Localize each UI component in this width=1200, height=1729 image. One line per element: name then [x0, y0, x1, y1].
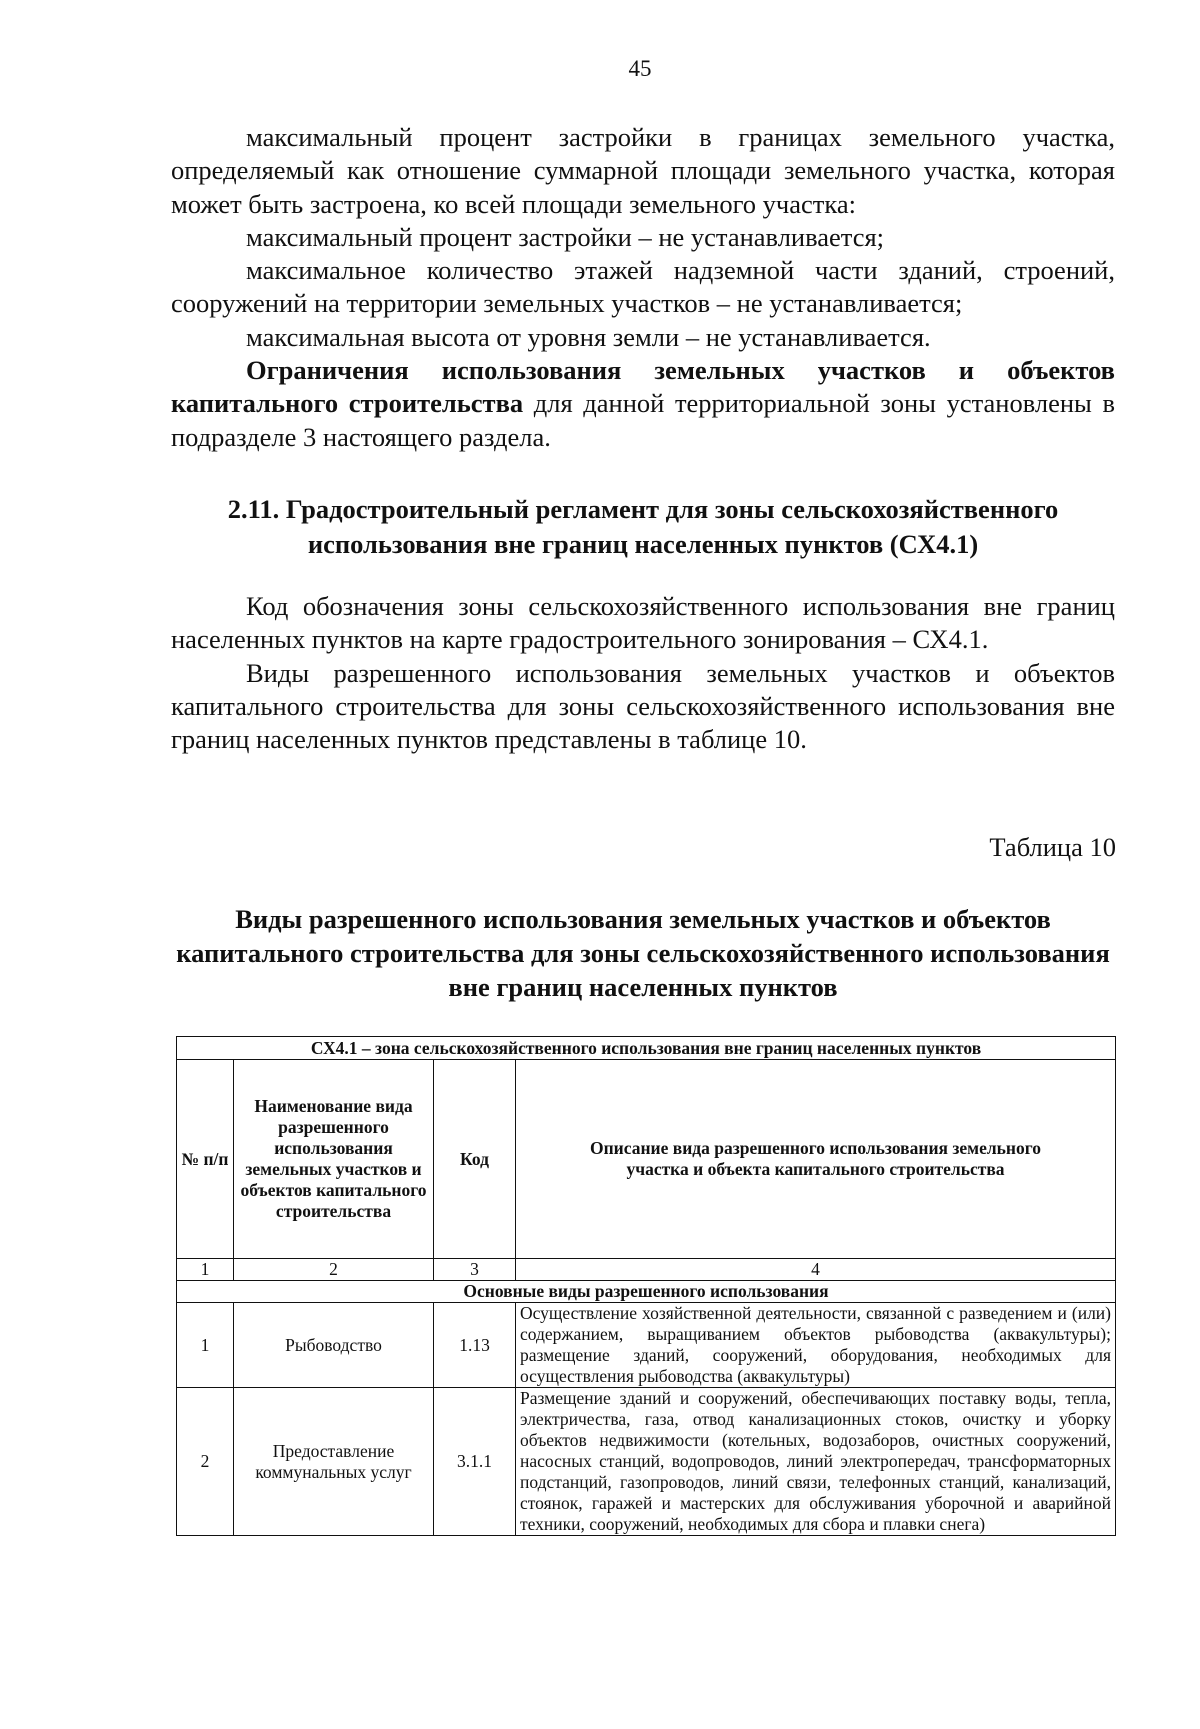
paragraph: Виды разрешенного использования земельных участков и объектов капитального строительства для зоны сельскохозяйственного использования вне границ населенных пунктов представлены в таблице 10. — [171, 657, 1115, 755]
land-use-table — [176, 1036, 1116, 1536]
row-code: 1.13 — [434, 1303, 516, 1388]
table-label: Таблица 10 — [989, 832, 1116, 862]
zone-header-cell: СХ4.1 – зона сельскохозяйственного использования вне границ населенных пунктов — [177, 1037, 1116, 1060]
row-code: 3.1.1 — [434, 1388, 516, 1536]
table-row — [177, 1303, 1116, 1388]
paragraph: Код обозначения зоны сельскохозяйственного использования вне границ населенных пунктов на карте градостроительного зонирования – СХ4.1. — [171, 591, 1115, 655]
column-number-cell: 2 — [234, 1259, 434, 1281]
row-name: Рыбоводство — [234, 1303, 434, 1388]
column-number-cell: 4 — [516, 1259, 1116, 1281]
column-header-name: Наименование вида разрешенного использования земельных участков и объектов капитального строительства — [234, 1060, 434, 1259]
paragraph: максимальный процент застройки в границах земельного участка, определяемый как отношение суммарной площади земельного участка, которая может быть застроена, ко всей площади земельного участка: — [171, 122, 1115, 219]
table-title: Виды разрешенного использования земельных участков и объектов капитального строительства для зоны сельскохозяйственного использования вне границ населенных пунктов — [176, 904, 1110, 1002]
paragraph: максимальная высота от уровня земли – не устанавливается. — [246, 321, 931, 352]
restrictions-paragraph — [171, 354, 1115, 454]
row-description: Размещение зданий и сооружений, обеспечивающих поставку воды, тепла, электричества, газа, отвод канализационных стоков, очистку и уборку объектов недвижимости (котельных, водозаборов, очистных сооружений, насосных станций, водопроводов, линий электропередач, трансформаторных подстанций, газопроводов, линий связи, телефонных станций, канализаций, стоянок, гаражей и мастерских для обслуживания уборочной и аварийной техники, сооружений, необходимых для сбора и плавки снега) — [516, 1388, 1116, 1536]
restrictions-text: для данной территориальной зоны установлены в подразделе 3 настоящего раздела. — [171, 388, 1115, 452]
column-number-cell: 1 — [177, 1259, 234, 1281]
row-number: 2 — [177, 1388, 234, 1536]
section-heading: 2.11. Градостроительный регламент для зоны сельскохозяйственного использования вне границ населенных пунктов (СХ4.1) — [227, 494, 1059, 559]
paragraph: максимальное количество этажей надземной части зданий, строений, сооружений на территории земельных участков – не устанавливается; — [171, 255, 1115, 319]
column-number-cell: 3 — [434, 1259, 516, 1281]
group-header-cell: Основные виды разрешенного использования — [177, 1281, 1116, 1303]
row-number: 1 — [177, 1303, 234, 1388]
restrictions-bold-text: Ограничения использования земельных участков и объектов капитального строительства — [171, 355, 1115, 419]
column-header-description: Описание вида разрешенного использования земельного участка и объекта капитального строительства — [516, 1060, 1116, 1259]
row-description: Осуществление хозяйственной деятельности, связанной с разведением и (или) содержанием, выращиванием объектов рыбоводства (аквакультуры); размещение зданий, сооружений, оборудования, необходимых для осуществления рыбоводства (аквакультуры) — [516, 1303, 1116, 1388]
column-header-code: Код — [434, 1060, 516, 1259]
row-name: Предоставление коммунальных услуг — [234, 1388, 434, 1536]
page-number: 45 — [628, 56, 652, 81]
intro-text-block — [171, 121, 1115, 454]
paragraph: максимальный процент застройки – не устанавливается; — [246, 221, 885, 252]
column-header-number: № п/п — [177, 1060, 234, 1259]
table-row — [177, 1388, 1116, 1536]
zone-text-block — [171, 590, 1115, 756]
